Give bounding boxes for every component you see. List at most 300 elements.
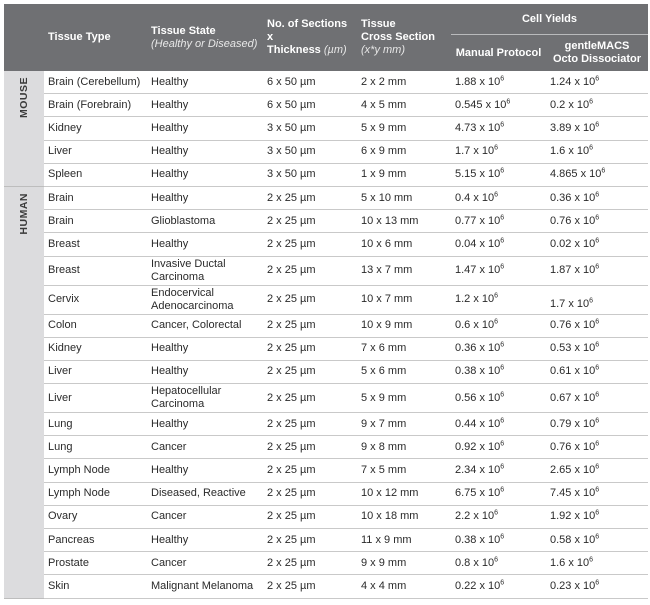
header-tissue-state: Tissue State (Healthy or Diseased)	[147, 4, 263, 71]
tissue-state-cell	[147, 384, 263, 413]
manual-yield-cell-text: 0.38 x 10	[455, 533, 501, 546]
sections-cell	[263, 285, 357, 314]
header-tissue-type: Tissue Type	[44, 4, 147, 71]
manual-yield-cell-text: 2.34 x 10	[455, 464, 501, 477]
gentlemacs-yield-cell-text: 0.36 x 10	[550, 191, 596, 204]
gentlemacs-yield-cell-text: 1.24 x 10	[550, 75, 596, 88]
cross-section-cell-text: 4 x 4 mm	[361, 579, 407, 592]
manual-yield-cell	[451, 552, 546, 575]
table-row	[4, 256, 648, 285]
table-row	[4, 285, 648, 314]
exponent-superscript: 6	[500, 486, 505, 494]
manual-yield-cell	[451, 233, 546, 256]
cross-section-cell	[357, 163, 451, 186]
sections-cell	[263, 140, 357, 163]
sections-cell	[263, 337, 357, 360]
gentlemacs-yield-cell-text: 3.89 x 10	[550, 121, 596, 134]
manual-yield-cell	[451, 256, 546, 285]
gentlemacs-yield-cell	[546, 552, 648, 575]
table-row	[4, 482, 648, 505]
gentlemacs-yield-cell-text: 0.58 x 10	[550, 533, 596, 546]
tissue-state-cell	[147, 360, 263, 383]
exponent-superscript: 6	[500, 237, 505, 245]
gentlemacs-yield-cell-text: 1.6 x 10	[550, 556, 590, 569]
cross-section-cell	[357, 505, 451, 528]
table-row	[4, 140, 648, 163]
gentlemacs-yield-cell	[546, 163, 648, 186]
manual-yield-cell	[451, 140, 546, 163]
table-row	[4, 552, 648, 575]
manual-yield-cell-text: 2.2 x 10	[455, 510, 495, 523]
tissue-state-cell	[147, 482, 263, 505]
cross-section-cell	[357, 186, 451, 209]
tissue-type-cell-text: Liver	[48, 145, 72, 158]
tissue-type-cell	[44, 233, 147, 256]
manual-yield-cell-text: 5.15 x 10	[455, 168, 501, 181]
cross-section-cell	[357, 575, 451, 598]
tissue-state-cell	[147, 552, 263, 575]
manual-yield-cell-text: 0.92 x 10	[455, 440, 501, 453]
gentlemacs-yield-cell	[546, 575, 648, 598]
cell-yield-table-container	[4, 4, 648, 599]
manual-yield-cell-text: 1.7 x 10	[455, 145, 495, 158]
tissue-state-cell-text: Cancer, Colorectal	[151, 319, 242, 332]
tissue-type-cell	[44, 413, 147, 436]
tissue-type-cell	[44, 552, 147, 575]
exponent-superscript: 6	[595, 417, 600, 424]
table-row	[4, 436, 648, 459]
cross-section-cell-text: 9 x 8 mm	[361, 440, 407, 453]
exponent-superscript: 6	[494, 509, 499, 517]
gentlemacs-yield-cell-text: 0.53 x 10	[550, 342, 596, 355]
gentlemacs-yield-cell	[546, 233, 648, 256]
manual-yield-cell	[451, 186, 546, 209]
table-row	[4, 163, 648, 186]
cross-section-cell-text: 4 x 5 mm	[361, 98, 407, 111]
exponent-superscript: 6	[595, 263, 600, 271]
tissue-state-cell-text: Invasive Ductal Carcinoma	[151, 257, 226, 283]
cross-section-cell-text: 10 x 7 mm	[361, 293, 413, 305]
cross-section-cell-text: 10 x 18 mm	[361, 510, 419, 523]
tissue-type-cell	[44, 186, 147, 209]
manual-yield-cell	[451, 117, 546, 140]
manual-yield-cell	[451, 482, 546, 505]
cross-section-cell-text: 5 x 9 mm	[361, 391, 407, 404]
gentlemacs-yield-cell-text: 0.23 x 10	[550, 579, 596, 592]
gentlemacs-yield-cell	[546, 459, 648, 482]
manual-yield-cell	[451, 505, 546, 528]
tissue-type-cell	[44, 529, 147, 552]
cross-section-cell	[357, 384, 451, 413]
tissue-state-cell-text: Cancer	[151, 510, 187, 523]
tissue-state-cell	[147, 314, 263, 337]
sections-cell	[263, 360, 357, 383]
manual-yield-cell-text: 0.44 x 10	[455, 417, 501, 430]
exponent-superscript: 6	[595, 579, 600, 587]
manual-yield-cell-text: 0.22 x 10	[455, 579, 501, 592]
exponent-superscript: 6	[500, 263, 505, 271]
cross-section-cell	[357, 210, 451, 233]
header-gentlemacs: gentleMACS Octo Dissociator	[546, 35, 648, 72]
cross-section-cell-text: 5 x 10 mm	[361, 191, 413, 204]
tissue-type-cell-text: Lung	[48, 440, 73, 453]
tissue-type-cell-text: Brain	[48, 191, 74, 204]
manual-yield-cell	[451, 575, 546, 598]
gentlemacs-yield-cell	[546, 117, 648, 140]
tissue-type-cell-text: Spleen	[48, 168, 83, 181]
cross-section-cell-text: 9 x 7 mm	[361, 417, 407, 430]
cross-section-cell-text: 13 x 7 mm	[361, 264, 413, 276]
sections-cell-text: 2 x 25 µm	[267, 237, 316, 250]
table-row	[4, 337, 648, 360]
exponent-superscript: 6	[500, 74, 505, 82]
tissue-type-cell-text: Colon	[48, 319, 77, 332]
gentlemacs-yield-cell	[546, 529, 648, 552]
tissue-type-cell	[44, 384, 147, 413]
sections-cell	[263, 384, 357, 413]
gentlemacs-yield-cell	[546, 413, 648, 436]
cross-section-cell	[357, 233, 451, 256]
manual-yield-cell-text: 1.2 x 10	[455, 293, 495, 305]
gentlemacs-yield-cell-text: 1.6 x 10	[550, 145, 590, 158]
tissue-state-cell-text: Healthy	[151, 98, 189, 111]
exponent-superscript: 6	[595, 121, 600, 129]
tissue-state-cell-text: Healthy	[151, 121, 189, 134]
sections-cell-text: 6 x 50 µm	[267, 75, 316, 88]
gentlemacs-yield-cell	[546, 140, 648, 163]
exponent-superscript: 6	[506, 98, 511, 106]
tissue-type-cell-text: Liver	[48, 365, 72, 378]
tissue-state-cell	[147, 233, 263, 256]
exponent-superscript: 6	[494, 144, 499, 152]
gentlemacs-yield-cell-text: 0.76 x 10	[550, 214, 596, 227]
cross-section-cell-text: 6 x 9 mm	[361, 145, 407, 158]
manual-yield-cell	[451, 163, 546, 186]
cross-section-cell-text: 11 x 9 mm	[361, 533, 412, 546]
gentlemacs-yield-cell-text: 0.76 x 10	[550, 440, 596, 453]
tissue-state-cell	[147, 285, 263, 314]
gentlemacs-yield-cell	[546, 505, 648, 528]
tissue-type-cell	[44, 505, 147, 528]
manual-yield-cell-text: 0.545 x 10	[455, 98, 507, 111]
table-row	[4, 314, 648, 337]
cross-section-cell	[357, 140, 451, 163]
gentlemacs-yield-cell-text: 0.2 x 10	[550, 98, 590, 111]
gentlemacs-yield-cell	[546, 94, 648, 117]
manual-yield-cell	[451, 285, 546, 314]
tissue-state-cell	[147, 459, 263, 482]
cross-section-cell	[357, 482, 451, 505]
sections-cell	[263, 233, 357, 256]
cross-section-cell	[357, 552, 451, 575]
gentlemacs-yield-cell	[546, 482, 648, 505]
gentlemacs-yield-cell-text: 0.02 x 10	[550, 237, 596, 250]
sections-cell	[263, 505, 357, 528]
gentlemacs-yield-cell	[546, 384, 648, 413]
exponent-superscript: 6	[601, 167, 606, 175]
tissue-type-cell	[44, 337, 147, 360]
exponent-superscript: 6	[595, 237, 600, 245]
tissue-type-cell	[44, 459, 147, 482]
sections-cell	[263, 210, 357, 233]
cross-section-cell-text: 1 x 9 mm	[361, 168, 407, 181]
sections-cell-text: 2 x 25 µm	[267, 342, 316, 355]
gentlemacs-yield-cell-text: 0.79 x 10	[550, 417, 596, 430]
manual-yield-cell-text: 4.73 x 10	[455, 121, 501, 134]
manual-yield-cell	[451, 210, 546, 233]
table-row	[4, 384, 648, 413]
exponent-superscript: 6	[500, 121, 505, 129]
exponent-superscript: 6	[589, 297, 594, 305]
tissue-state-cell-text: Healthy	[151, 464, 189, 477]
tissue-state-cell-text: Hepatocellular Carcinoma	[151, 385, 222, 411]
tissue-type-cell-text: Skin	[48, 579, 70, 592]
table-row	[4, 413, 648, 436]
gentlemacs-yield-cell	[546, 285, 648, 314]
sections-cell	[263, 186, 357, 209]
tissue-type-cell-text: Brain (Forebrain)	[48, 98, 132, 111]
sections-cell-text: 2 x 25 µm	[267, 533, 316, 546]
sections-cell	[263, 482, 357, 505]
tissue-type-cell-text: Breast	[48, 237, 80, 250]
header-cross-section: Tissue Cross Section (x*y mm)	[357, 4, 451, 71]
sections-cell	[263, 163, 357, 186]
tissue-type-cell-text: Liver	[48, 391, 72, 404]
header-cell-yields: Cell Yields	[451, 4, 648, 35]
manual-yield-cell	[451, 459, 546, 482]
cross-section-cell-text: 9 x 9 mm	[361, 556, 407, 569]
tissue-state-cell	[147, 575, 263, 598]
exponent-superscript: 6	[500, 167, 505, 175]
exponent-superscript: 6	[595, 74, 600, 82]
tissue-state-cell-text: Healthy	[151, 145, 189, 158]
exponent-superscript: 6	[500, 440, 505, 448]
exponent-superscript: 6	[595, 440, 600, 448]
gentlemacs-yield-cell	[546, 186, 648, 209]
sections-cell-text: 2 x 25 µm	[267, 440, 316, 453]
sections-cell-text: 2 x 25 µm	[267, 319, 316, 332]
tissue-state-cell	[147, 71, 263, 94]
tissue-type-cell	[44, 482, 147, 505]
cell-yield-table	[4, 4, 648, 599]
gentlemacs-yield-cell	[546, 337, 648, 360]
tissue-state-cell-text: Healthy	[151, 75, 189, 88]
tissue-state-cell-text: Cancer	[151, 440, 187, 453]
gentlemacs-yield-cell-text: 0.61 x 10	[550, 365, 596, 378]
tissue-type-cell	[44, 163, 147, 186]
manual-yield-cell-text: 0.6 x 10	[455, 319, 495, 332]
sections-cell	[263, 575, 357, 598]
tissue-type-cell-text: Cervix	[48, 293, 80, 305]
tissue-type-cell-text: Lymph Node	[48, 487, 110, 500]
exponent-superscript: 6	[500, 417, 505, 424]
cross-section-cell-text: 7 x 5 mm	[361, 464, 407, 477]
sections-cell-text: 2 x 25 µm	[267, 510, 316, 523]
table-row	[4, 529, 648, 552]
tissue-state-cell-text: Healthy	[151, 533, 189, 546]
exponent-superscript: 6	[595, 190, 600, 198]
sections-cell	[263, 436, 357, 459]
table-row	[4, 575, 648, 598]
exponent-superscript: 6	[500, 532, 505, 540]
tissue-type-cell	[44, 210, 147, 233]
tissue-state-cell	[147, 140, 263, 163]
tissue-type-cell	[44, 71, 147, 94]
cross-section-cell	[357, 529, 451, 552]
tissue-state-cell-text: Diseased, Reactive	[151, 487, 246, 500]
tissue-type-cell-text: Kidney	[48, 342, 82, 355]
sections-cell	[263, 71, 357, 94]
tissue-type-cell-text: Brain (Cerebellum)	[48, 75, 141, 88]
exponent-superscript: 6	[595, 364, 600, 372]
sections-cell	[263, 94, 357, 117]
tissue-type-cell	[44, 360, 147, 383]
cross-section-cell	[357, 285, 451, 314]
exponent-superscript: 6	[494, 292, 499, 300]
sections-cell	[263, 256, 357, 285]
sections-cell	[263, 413, 357, 436]
tissue-state-cell-text: Healthy	[151, 417, 189, 430]
manual-yield-cell-text: 0.04 x 10	[455, 237, 501, 250]
gentlemacs-yield-cell	[546, 210, 648, 233]
manual-yield-cell-text: 0.36 x 10	[455, 342, 501, 355]
exponent-superscript: 6	[595, 463, 600, 471]
manual-yield-cell	[451, 413, 546, 436]
group-label-mouse	[4, 71, 44, 186]
manual-yield-cell-text: 0.8 x 10	[455, 556, 495, 569]
exponent-superscript: 6	[595, 390, 600, 398]
manual-yield-cell-text: 0.4 x 10	[455, 191, 495, 204]
sections-cell-text: 3 x 50 µm	[267, 168, 316, 181]
cross-section-cell-text: 10 x 6 mm	[361, 237, 413, 250]
sections-cell-text: 2 x 25 µm	[267, 464, 316, 477]
exponent-superscript: 6	[595, 486, 600, 494]
exponent-superscript: 6	[500, 390, 505, 398]
gentlemacs-yield-cell	[546, 436, 648, 459]
cross-section-cell	[357, 337, 451, 360]
exponent-superscript: 6	[500, 341, 505, 349]
sections-cell-text: 2 x 25 µm	[267, 293, 316, 305]
table-row	[4, 117, 648, 140]
sections-cell-text: 2 x 25 µm	[267, 214, 316, 227]
sections-cell	[263, 459, 357, 482]
cross-section-cell-text: 5 x 6 mm	[361, 365, 407, 378]
group-label-text: HUMAN	[17, 192, 30, 235]
sections-cell-text: 2 x 25 µm	[267, 365, 316, 378]
tissue-type-cell	[44, 94, 147, 117]
sections-cell-text: 2 x 25 µm	[267, 556, 316, 569]
sections-cell-text: 2 x 25 µm	[267, 579, 316, 592]
manual-yield-cell	[451, 384, 546, 413]
gentlemacs-yield-cell-text: 1.87 x 10	[550, 264, 596, 276]
exponent-superscript: 6	[595, 532, 600, 540]
gentlemacs-yield-cell	[546, 360, 648, 383]
tissue-type-cell	[44, 436, 147, 459]
tissue-type-cell-text: Kidney	[48, 121, 82, 134]
tissue-state-cell	[147, 529, 263, 552]
gentlemacs-yield-cell-text: 0.76 x 10	[550, 319, 596, 332]
table-row	[4, 233, 648, 256]
sections-cell	[263, 314, 357, 337]
cross-section-cell	[357, 94, 451, 117]
cross-section-cell	[357, 436, 451, 459]
group-label-text: MOUSE	[17, 77, 30, 119]
cross-section-cell	[357, 71, 451, 94]
cross-section-cell-text: 7 x 6 mm	[361, 342, 407, 355]
exponent-superscript: 6	[595, 318, 600, 326]
tissue-type-cell-text: Ovary	[48, 510, 78, 523]
tissue-state-cell-text: Healthy	[151, 237, 189, 250]
tissue-state-cell-text: Healthy	[151, 168, 189, 181]
tissue-state-cell	[147, 413, 263, 436]
sections-cell-text: 6 x 50 µm	[267, 98, 316, 111]
tissue-type-cell	[44, 285, 147, 314]
exponent-superscript: 6	[500, 579, 505, 587]
cross-section-cell	[357, 314, 451, 337]
cross-section-cell-text: 2 x 2 mm	[361, 75, 407, 88]
cross-section-cell-text: 5 x 9 mm	[361, 121, 407, 134]
tissue-state-cell	[147, 210, 263, 233]
tissue-type-cell-text: Breast	[48, 264, 80, 276]
tissue-state-cell-text: Healthy	[151, 342, 189, 355]
tissue-state-cell-text: Malignant Melanoma	[151, 579, 254, 592]
tissue-state-cell-text: Cancer	[151, 556, 187, 569]
table-row	[4, 186, 648, 209]
header-group-spacer	[4, 4, 44, 71]
tissue-state-cell-text: Endocervical Adenocarcinoma	[151, 286, 234, 312]
sections-cell	[263, 529, 357, 552]
gentlemacs-yield-cell-text: 7.45 x 10	[550, 487, 596, 500]
exponent-superscript: 6	[589, 556, 594, 564]
gentlemacs-yield-cell-text: 1.7 x 10	[550, 298, 590, 310]
table-row	[4, 210, 648, 233]
table-row	[4, 71, 648, 94]
manual-yield-cell	[451, 314, 546, 337]
tissue-type-cell-text: Prostate	[48, 556, 89, 569]
tissue-type-cell-text: Lymph Node	[48, 464, 110, 477]
exponent-superscript: 6	[595, 341, 600, 349]
exponent-superscript: 6	[494, 318, 499, 326]
sections-cell-text: 2 x 25 µm	[267, 191, 316, 204]
header-sections: No. of Sections x Thickness (µm)	[263, 4, 357, 71]
manual-yield-cell	[451, 337, 546, 360]
tissue-type-cell-text: Pancreas	[48, 533, 95, 546]
gentlemacs-yield-cell-text: 4.865 x 10	[550, 168, 602, 181]
table-row	[4, 360, 648, 383]
exponent-superscript: 6	[500, 364, 505, 372]
tissue-type-cell	[44, 256, 147, 285]
gentlemacs-yield-cell-text: 0.67 x 10	[550, 391, 596, 404]
cross-section-cell	[357, 117, 451, 140]
header-manual-protocol: Manual Protocol	[451, 35, 546, 72]
tissue-type-cell	[44, 140, 147, 163]
exponent-superscript: 6	[589, 144, 594, 152]
manual-yield-cell-text: 0.56 x 10	[455, 391, 501, 404]
gentlemacs-yield-cell	[546, 256, 648, 285]
manual-yield-cell-text: 0.77 x 10	[455, 214, 501, 227]
tissue-state-cell	[147, 163, 263, 186]
gentlemacs-yield-cell	[546, 71, 648, 94]
manual-yield-cell	[451, 436, 546, 459]
sections-cell-text: 2 x 25 µm	[267, 417, 316, 430]
group-label-human	[4, 186, 44, 598]
manual-yield-cell-text: 1.47 x 10	[455, 264, 501, 276]
tissue-type-cell-text: Brain	[48, 214, 74, 227]
cross-section-cell-text: 10 x 13 mm	[361, 214, 419, 227]
table-row	[4, 94, 648, 117]
exponent-superscript: 6	[500, 463, 505, 471]
table-row	[4, 505, 648, 528]
